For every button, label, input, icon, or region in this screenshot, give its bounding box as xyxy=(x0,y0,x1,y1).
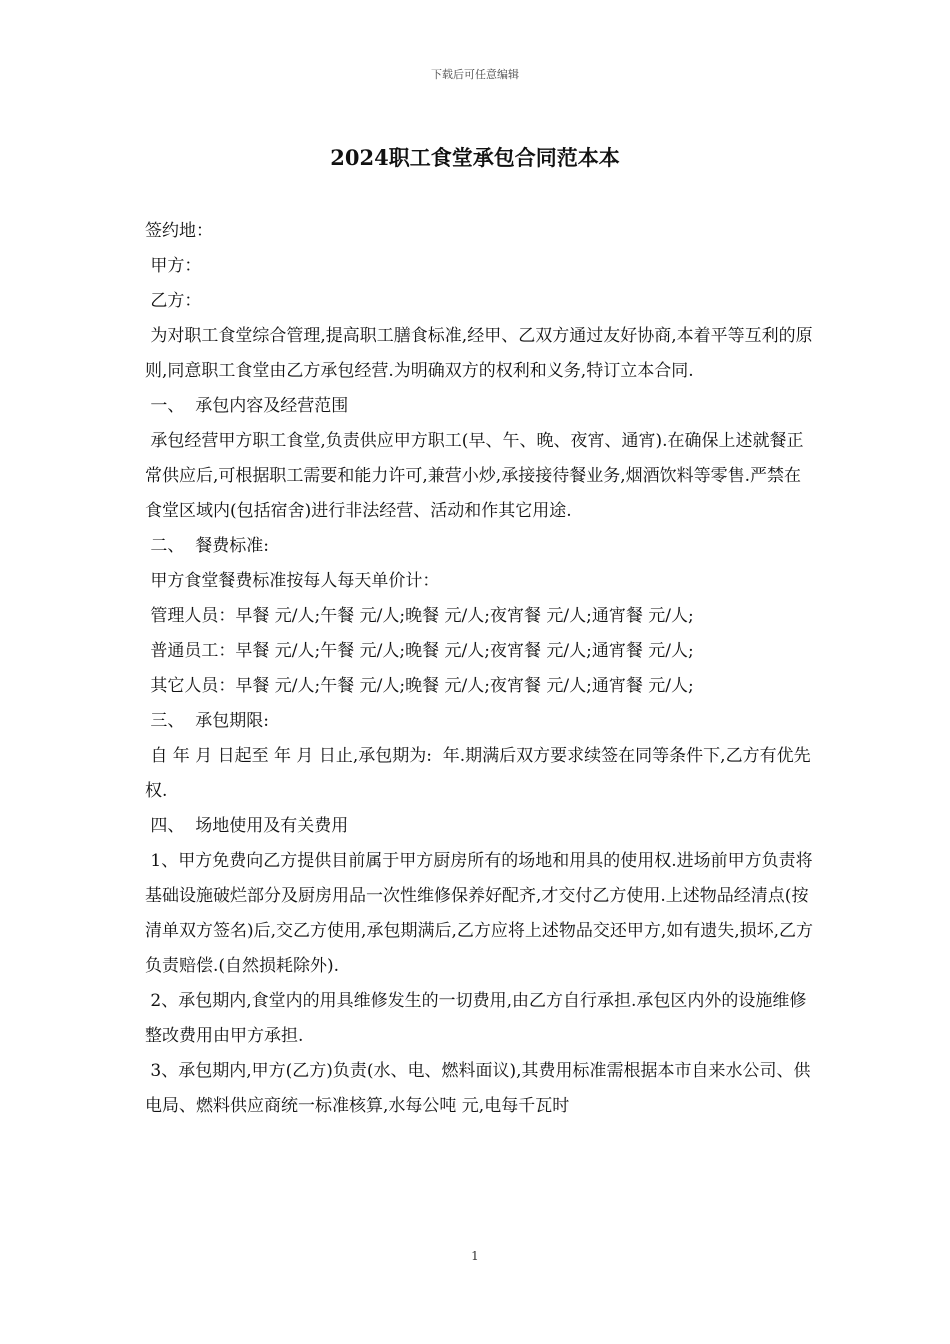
section-heading-2: 二、 餐费标准: xyxy=(145,536,269,556)
document-body xyxy=(145,214,815,1124)
paragraph-scope: 承包经营甲方职工食堂,负责供应甲方职工(早、午、晚、夜宵、通宵).在确保上述就餐正常供应后,可根据职工需要和能力许可,兼营小炒,承接接待餐业务,烟酒饮料等零售.严禁在食堂区域内(包括宿舍)进行非法经营、活动和作其它用途. xyxy=(145,431,804,521)
paragraph-fee-management: 管理人员：早餐 元/人;午餐 元/人;晚餐 元/人;夜宵餐 元/人;通宵餐 元/人; xyxy=(145,606,694,626)
section-heading-1: 一、 承包内容及经营范围 xyxy=(145,396,349,416)
paragraph-preamble: 为对职工食堂综合管理,提高职工膳食标准,经甲、乙双方通过友好协商,本着平等互利的原则,同意职工食堂由乙方承包经营.为明确双方的权利和义务,特订立本合同. xyxy=(145,326,813,381)
paragraph-fee-staff: 普通员工：早餐 元/人;午餐 元/人;晚餐 元/人;夜宵餐 元/人;通宵餐 元/人; xyxy=(145,641,694,661)
paragraph-party-a: 甲方： xyxy=(145,256,202,276)
paragraph-fee-intro: 甲方食堂餐费标准按每人每天单价计： xyxy=(145,571,440,591)
paragraph-fee-others: 其它人员：早餐 元/人;午餐 元/人;晚餐 元/人;夜宵餐 元/人;通宵餐 元/人; xyxy=(145,676,694,696)
paragraph-signing-place: 签约地： xyxy=(145,221,213,241)
paragraph-term: 自 年 月 日起至 年 月 日止,承包期为: 年.期满后双方要求续签在同等条件下,乙方有优先权. xyxy=(145,746,811,801)
section-heading-3: 三、 承包期限: xyxy=(145,711,269,731)
paragraph-clause-2: 2、承包期内,食堂内的用具维修发生的一切费用,由乙方自行承担.承包区内外的设施维修整改费用由甲方承担. xyxy=(145,991,807,1046)
paragraph-party-b: 乙方： xyxy=(145,291,202,311)
page-number: 1 xyxy=(471,1249,479,1263)
document-title: 2024职工食堂承包合同范本本 xyxy=(330,145,620,170)
header-note: 下载后可任意编辑 xyxy=(431,68,519,81)
section-heading-4: 四、 场地使用及有关费用 xyxy=(145,816,349,836)
paragraph-clause-1: 1、甲方免费向乙方提供目前属于甲方厨房所有的场地和用具的使用权.进场前甲方负责将基础设施破烂部分及厨房用品一次性维修保养好配齐,才交付乙方使用.上述物品经清点(按清单双方签名)后,交乙方使用,承包期满后,乙方应将上述物品交还甲方,如有遗失,损坏,乙方负责赔偿.(自然损耗除外). xyxy=(145,851,814,976)
paragraph-clause-3: 3、承包期内,甲方(乙方)负责(水、电、燃料面议),其费用标准需根据本市自来水公司、供电局、燃料供应商统一标准核算,水每公吨 元,电每千瓦时 xyxy=(145,1061,811,1116)
